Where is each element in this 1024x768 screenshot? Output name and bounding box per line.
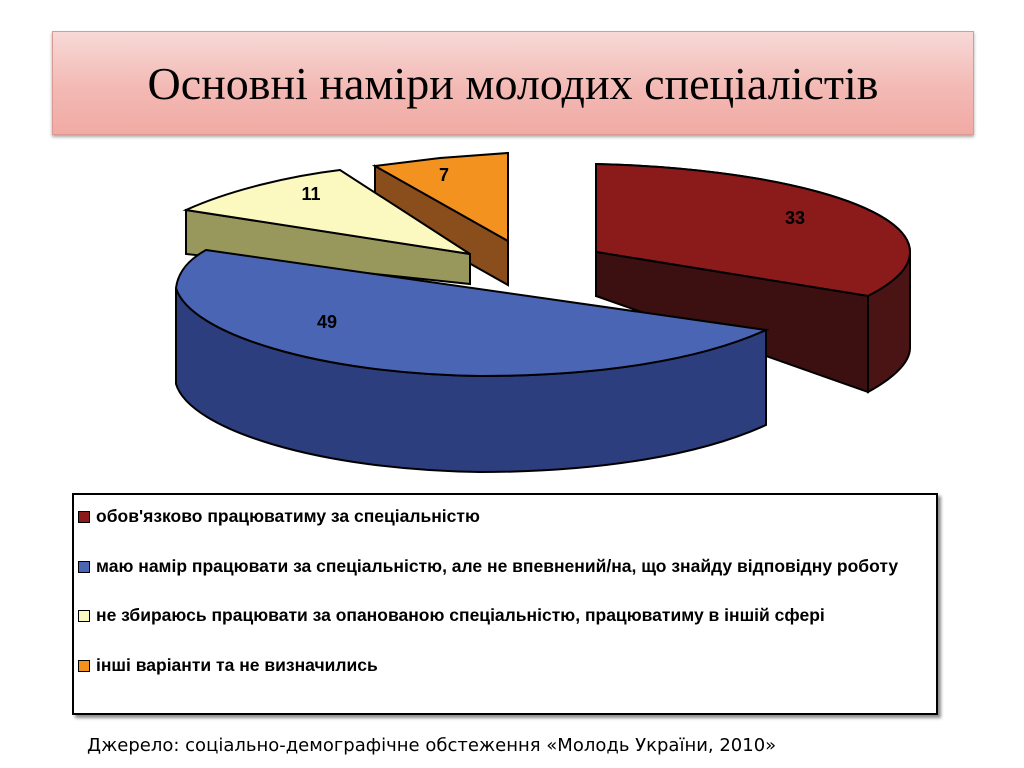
legend-label: обов'язково працюватиму за спеціальністю	[96, 506, 480, 526]
legend-swatch	[78, 610, 90, 622]
legend-item-other-field	[96, 604, 926, 627]
legend-item-specialty	[96, 505, 926, 528]
legend-label: не збираюсь працювати за опанованою спеціальністю, працюватиму в іншій сфері	[96, 605, 825, 625]
legend-swatch	[78, 561, 90, 573]
legend-label: інші варіанти та не визначились	[96, 655, 378, 675]
chart-legend	[72, 493, 938, 715]
legend-swatch	[78, 660, 90, 672]
source-note: Джерело: соціально-демографічне обстеження «Молодь України, 2010»	[87, 735, 777, 756]
pie-label-specialty: 33	[784, 208, 806, 228]
page-title: Основні наміри молодих спеціалістів	[147, 57, 879, 109]
legend-swatch	[78, 511, 90, 523]
pie-label-other-field: 11	[301, 184, 321, 204]
legend-item-other	[96, 654, 926, 677]
legend-item-unsure	[96, 555, 926, 578]
pie-label-other: 7	[438, 165, 450, 185]
legend-label: маю намір працювати за спеціальністю, але не впевнений/на, що знайду відповідну роботу	[96, 556, 899, 576]
pie-label-unsure: 49	[316, 312, 338, 332]
